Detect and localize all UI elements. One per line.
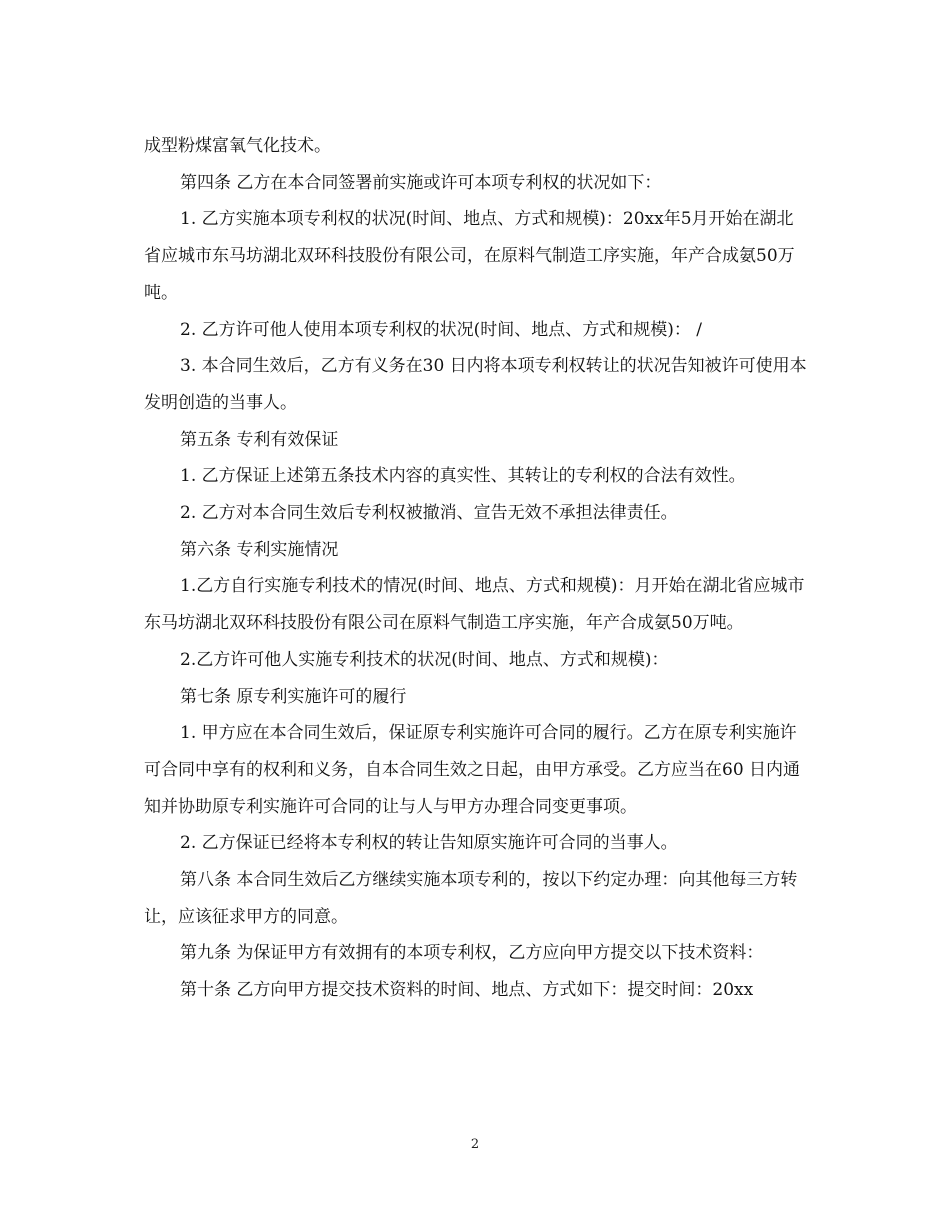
article-6-item-2: 2.乙方许可他人实施专利技术的状况(时间、地点、方式和规模)：	[180, 649, 669, 670]
article-4-item-2: 2. 乙方许可他人使用本项专利权的状况(时间、地点、方式和规模)： /	[180, 319, 703, 340]
article-5-item-1: 1. 乙方保证上述第五条技术内容的真实性、其转让的专利权的合法有效性。	[180, 466, 746, 487]
article-4-item-3: 3. 本合同生效后，乙方有义务在30 日内将本项专利权转让的状况告知被许可使用本发明创造的当事人。	[144, 356, 807, 413]
article-4-item-1: 1. 乙方实施本项专利权的状况(时间、地点、方式和规模)：20xx年5月开始在湖北省应城市东马坊湖北双环科技股份有限公司，在原料气制造工序实施，年产合成氨50万吨。	[144, 209, 795, 303]
paragraph-continuation: 成型粉煤富氧气化技术。	[144, 136, 331, 156]
article-7-item-1: 1. 甲方应在本合同生效后，保证原专利实施许可合同的履行。乙方在原专利实施许可合同中享有的权利和义务，自本合同生效之日起，由甲方承受。乙方应当在60 日内通知并协助原专利实施许可合同的让与人与甲方办理合同变更事项。	[144, 723, 801, 817]
article-9: 第九条 为保证甲方有效拥有的本项专利权，乙方应向甲方提交以下技术资料：	[180, 943, 764, 964]
document-body	[144, 128, 810, 1009]
article-7-heading: 第七条 原专利实施许可的履行	[180, 686, 407, 707]
article-8: 第八条 本合同生效后乙方继续实施本项专利的，按以下约定办理：向其他每三方转让，应该征求甲方的同意。	[144, 870, 798, 927]
article-7-item-2: 2. 乙方保证已经将本专利权的转让告知原实施许可合同的当事人。	[180, 833, 678, 854]
article-6-item-1: 1.乙方自行实施专利技术的情况(时间、地点、方式和规模)：月开始在湖北省应城市东马坊湖北双环科技股份有限公司在原料气制造工序实施，年产合成氨50万吨。	[144, 576, 805, 634]
article-5-heading: 第五条 专利有效保证	[180, 429, 339, 450]
article-4-heading: 第四条 乙方在本合同签署前实施或许可本项专利权的状况如下：	[180, 172, 662, 193]
article-6-heading: 第六条 专利实施情况	[180, 539, 339, 560]
page-number: 2	[470, 1137, 480, 1152]
article-10: 第十条 乙方向甲方提交技术资料的时间、地点、方式如下：提交时间：20xx	[180, 980, 754, 1001]
article-5-item-2: 2. 乙方对本合同生效后专利权被撤消、宣告无效不承担法律责任。	[180, 503, 678, 524]
